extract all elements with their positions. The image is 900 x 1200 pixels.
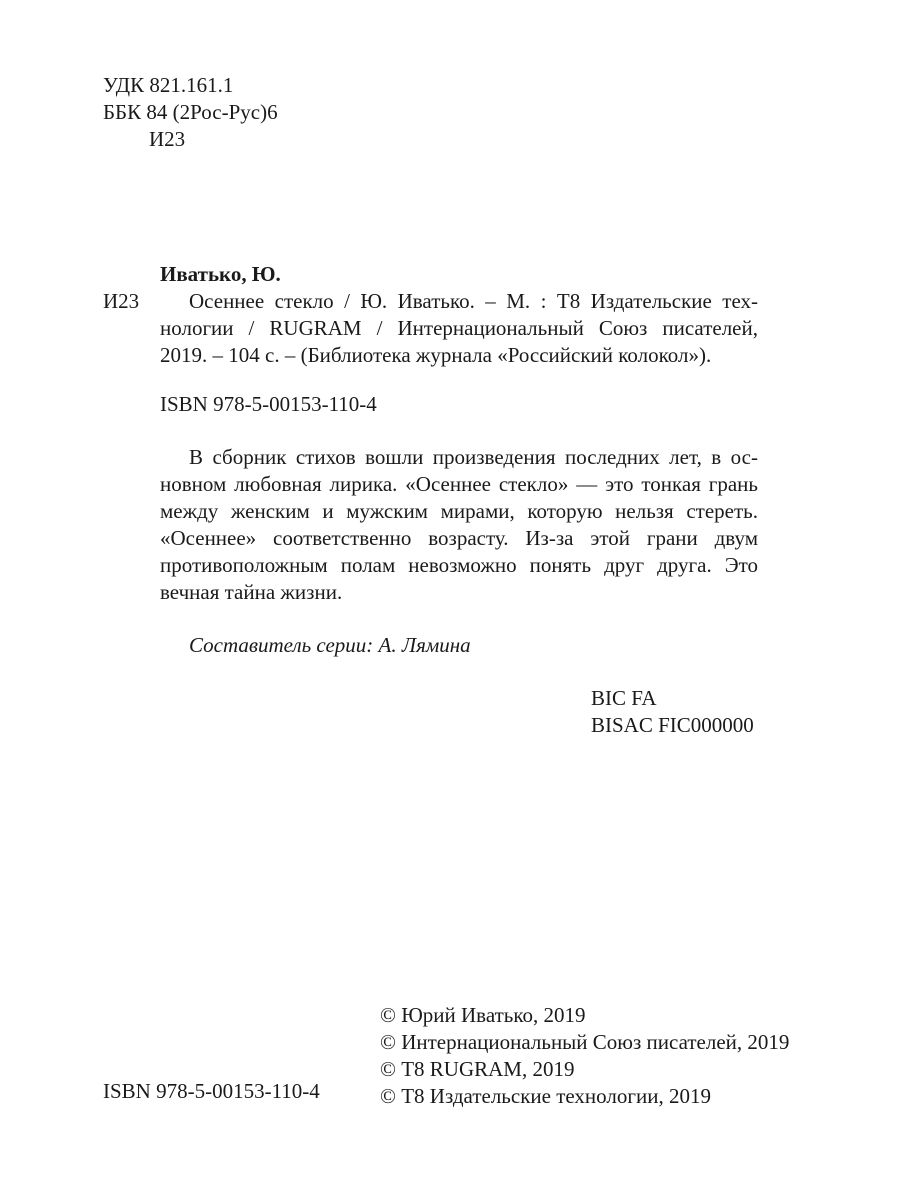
classification-block: [103, 72, 278, 153]
catalog-isbn: ISBN 978-5-00153-110-4: [160, 392, 377, 416]
bibliographic-description: [160, 288, 758, 369]
copyright-line: © Т8 RUGRAM, 2019: [380, 1057, 575, 1081]
annotation-line: «Осеннее» соответственно возрасту. Из-за этой грани двум: [160, 526, 758, 550]
copyright-block: [380, 1002, 789, 1110]
bbk-code: ББК 84 (2Рос-Рус)6: [103, 100, 278, 124]
series-compiler: Составитель серии: А. Лямина: [189, 633, 471, 657]
annotation-line: между женским и мужским мирами, которую нельзя стереть.: [160, 499, 758, 523]
copyright-line: © Интернациональный Союз писателей, 2019: [380, 1030, 790, 1054]
author-heading: Иватько, Ю.: [160, 262, 281, 286]
annotation-line: В сборник стихов вошли произведения последних лет, в ос-: [189, 445, 758, 469]
description-line: Осеннее стекло / Ю. Иватько. – М. : Т8 Издательские тех-: [189, 289, 758, 313]
udk-code: УДК 821.161.1: [103, 73, 234, 97]
copyright-line: © Юрий Иватько, 2019: [380, 1003, 586, 1027]
description-line: 2019. – 104 с. – (Библиотека журнала «Российский колокол»).: [160, 343, 712, 367]
subject-codes: [591, 685, 754, 739]
footer-isbn: ISBN 978-5-00153-110-4: [103, 1079, 320, 1103]
author-sign: И23: [149, 127, 186, 151]
bisac-code: BISAC FIC000000: [591, 713, 754, 737]
annotation-line: новном любовная лирика. «Осеннее стекло» — это тонкая грань: [160, 472, 758, 496]
bic-code: BIC FA: [591, 686, 657, 710]
catalog-author-sign: И23: [103, 289, 140, 313]
annotation: [160, 444, 758, 606]
annotation-line: вечная тайна жизни.: [160, 580, 343, 604]
annotation-line: противоположным полам невозможно понять друг друга. Это: [160, 553, 758, 577]
copyright-line: © Т8 Издательские технологии, 2019: [380, 1084, 711, 1108]
description-line: нологии / RUGRAM / Интернациональный Союз писателей,: [160, 316, 758, 340]
